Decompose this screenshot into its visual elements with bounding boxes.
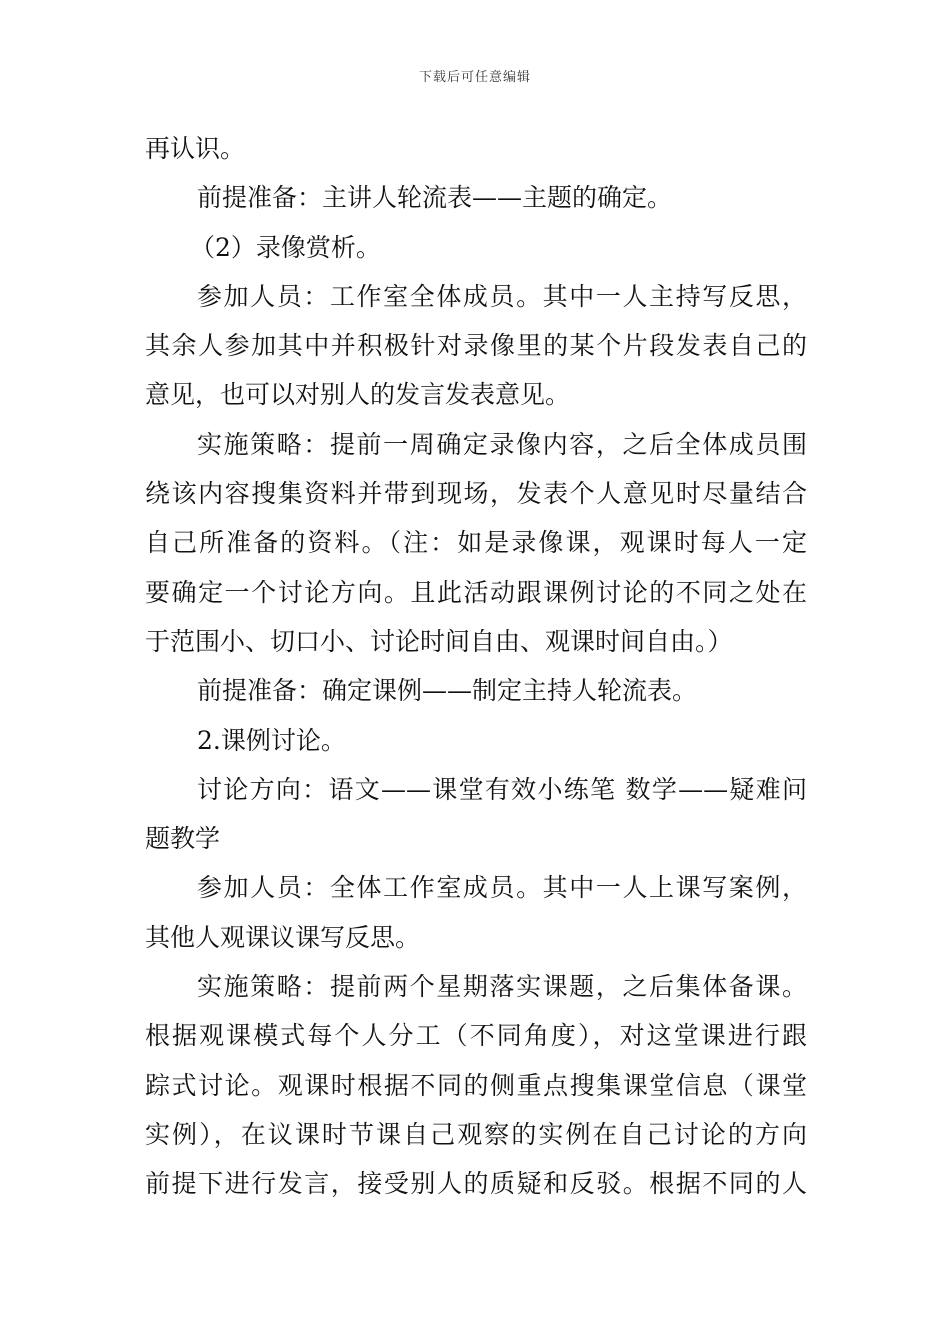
text-line: 实施策略：提前两个星期落实课题，之后集体备课。 xyxy=(197,972,807,1002)
body-text xyxy=(145,124,807,1209)
text-line: （2）录像赏析。 xyxy=(190,232,381,262)
text-line: 其他人观课议课写反思。 xyxy=(145,922,421,952)
text-line: 根据观课模式每个人分工（不同角度），对这堂课进行跟 xyxy=(145,1021,807,1051)
text-line: 于范围小、切口小、讨论时间自由、观课时间自由。） xyxy=(145,626,733,656)
text-line: 实例），在议课时节课自己观察的实例在自己讨论的方向 xyxy=(145,1119,807,1149)
page-header: 下载后可任意编辑 xyxy=(418,70,531,85)
text-line: 讨论方向：语文——课堂有效小练笔 数学——疑难问 xyxy=(197,774,807,804)
text-line: 前提准备：确定课例——制定主持人轮流表。 xyxy=(197,676,698,706)
text-line: 踪式讨论。观课时根据不同的侧重点搜集课堂信息（课堂 xyxy=(145,1070,807,1100)
text-line: 绕该内容搜集资料并带到现场，发表个人意见时尽量结合 xyxy=(145,479,807,509)
text-line: 意见，也可以对别人的发言发表意见。 xyxy=(145,380,571,410)
text-line: 再认识。 xyxy=(145,134,246,163)
text-line: 题教学 xyxy=(145,824,221,854)
text-line: 2.课例讨论。 xyxy=(197,725,346,755)
text-line: 前提下进行发言，接受别人的质疑和反驳。根据不同的人 xyxy=(145,1169,807,1199)
text-line: 参加人员：工作室全体成员。其中一人主持写反思， xyxy=(197,281,807,311)
text-line: 要确定一个讨论方向。且此活动跟课例讨论的不同之处在 xyxy=(145,577,807,607)
text-line: 实施策略：提前一周确定录像内容，之后全体成员围 xyxy=(197,429,807,459)
text-line: 自己所准备的资料。（注：如是录像课，观课时每人一定 xyxy=(145,528,807,558)
text-line: 其余人参加其中并积极针对录像里的某个片段发表自己的 xyxy=(145,331,807,361)
text-line: 前提准备：主讲人轮流表——主题的确定。 xyxy=(197,183,673,213)
text-line: 参加人员：全体工作室成员。其中一人上课写案例， xyxy=(197,873,807,903)
